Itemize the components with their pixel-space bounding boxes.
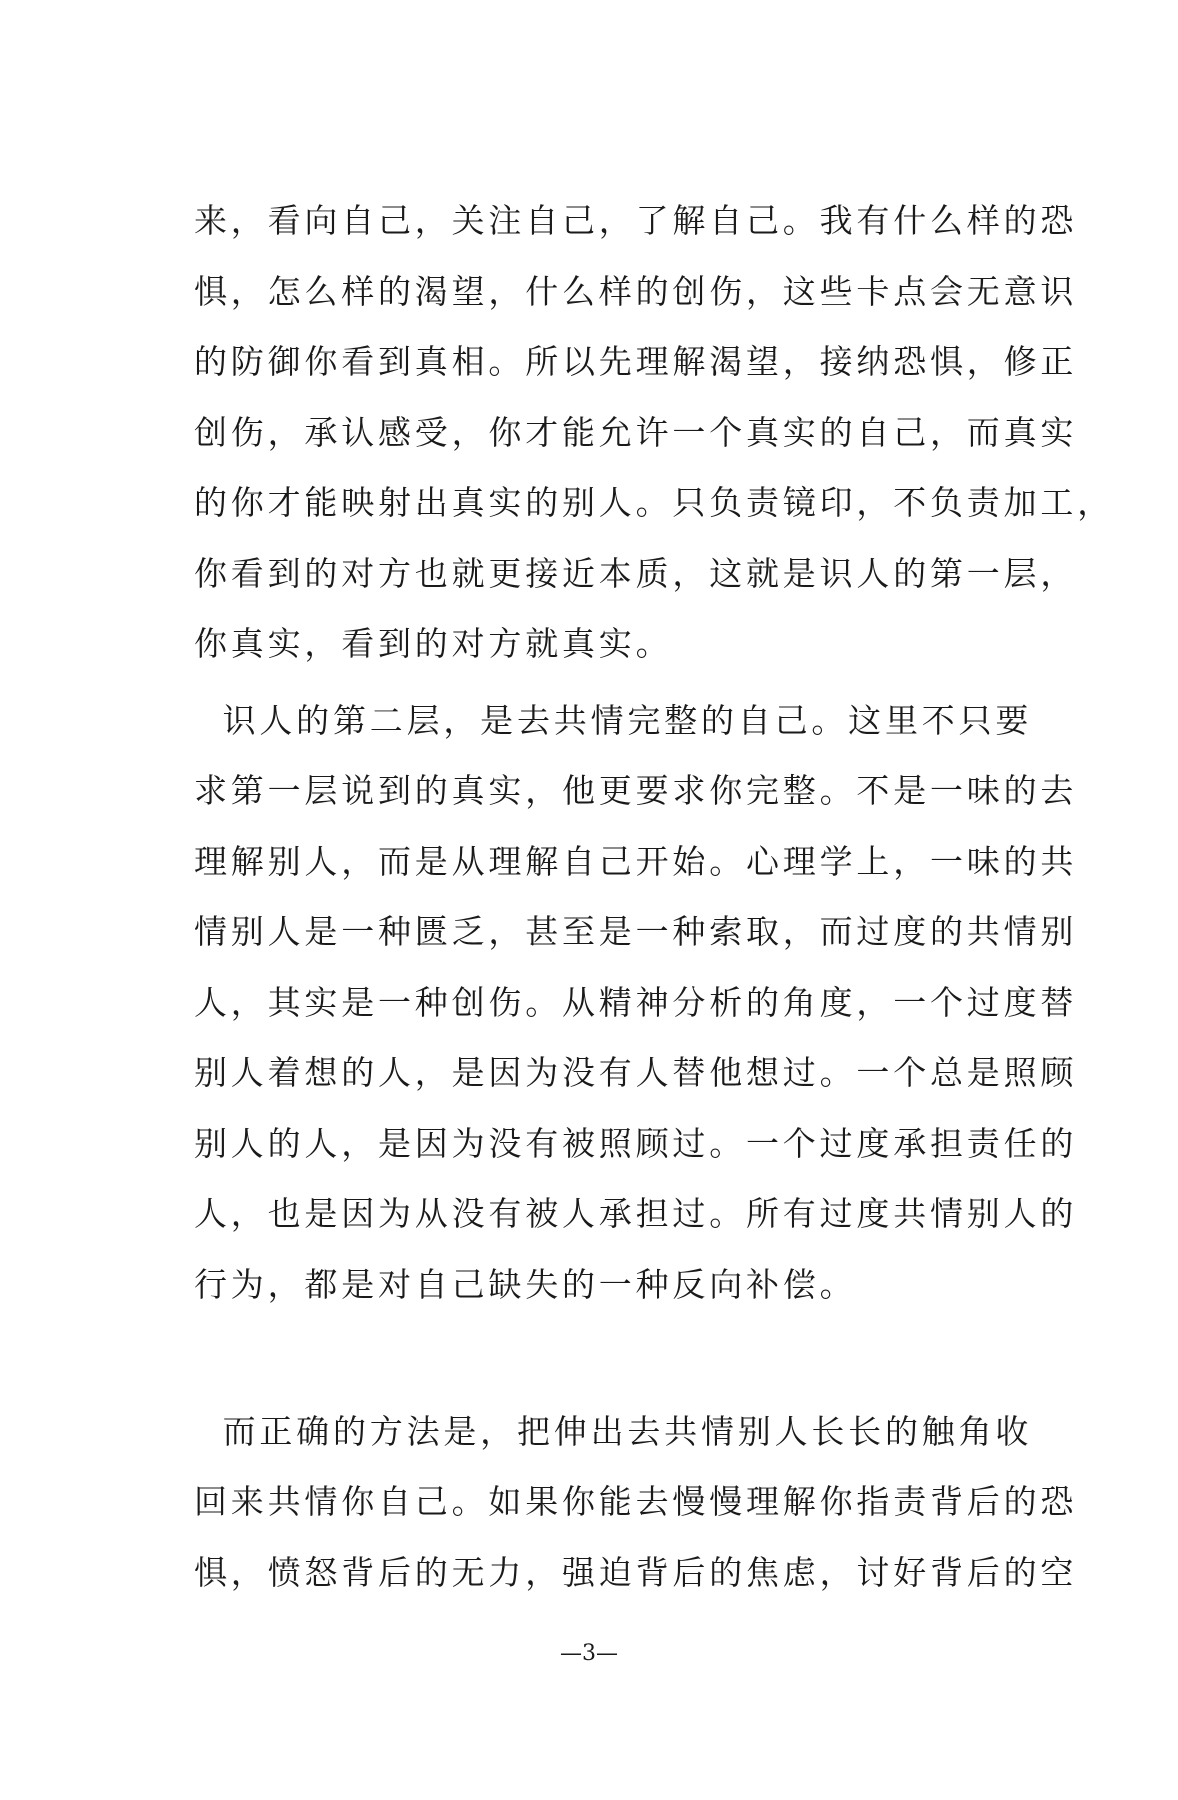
paragraph-1 <box>194 186 1114 680</box>
body-text <box>194 186 1114 1608</box>
text-line: 别人的人，是因为没有被照顾过。一个过度承担责任的 <box>194 1123 1078 1163</box>
text-line: 理解别人，而是从理解自己开始。心理学上，一味的共 <box>194 841 1078 881</box>
text-line: 回来共情你自己。如果你能去慢慢理解你指责背后的恐 <box>194 1482 1078 1521</box>
text-line: 惧，怎么样的渴望，什么样的创伤，这些卡点会无意识 <box>194 271 1078 311</box>
text-line: 创伤，承认感受，你才能允许一个真实的自己，而真实 <box>194 412 1078 452</box>
paragraph-3 <box>194 1397 1078 1609</box>
text-line: 惧，愤怒背后的无力，强迫背后的焦虑，讨好背后的空 <box>194 1552 1078 1592</box>
text-line <box>194 1320 984 1391</box>
text-line: 的防御你看到真相。所以先理解渴望，接纳恐惧，修正 <box>194 342 1078 381</box>
paragraph-2 <box>194 686 1078 1391</box>
text-line: 求第一层说到的真实，他更要求你完整。不是一味的去 <box>194 771 1078 810</box>
text-line: 人，其实是一种创伤。从精神分析的角度，一个过度替 <box>194 982 1078 1022</box>
text-line: 来，看向自己，关注自己，了解自己。我有什么样的恐 <box>194 201 1078 240</box>
text-line: 的你才能映射出真实的别人。只负责镜印，不负责加工， <box>194 483 1114 522</box>
text-line: 识人的第二层，是去共情完整的自己。这里不只要 <box>194 700 1033 740</box>
text-line: 人，也是因为从没有被人承担过。所有过度共情别人的 <box>194 1194 1078 1233</box>
text-line: 而正确的方法是，把伸出去共情别人长长的触角收 <box>194 1411 1033 1451</box>
text-line: 行为，都是对自己缺失的一种反向补偿。 <box>194 1264 857 1304</box>
text-line: 别人着想的人，是因为没有人替他想过。一个总是照顾 <box>194 1053 1078 1092</box>
page-number: —3— <box>560 1641 618 1666</box>
text-line: 你真实，看到的对方就真实。 <box>194 624 673 663</box>
text-line: 你看到的对方也就更接近本质，这就是识人的第一层， <box>194 553 1078 593</box>
text-line: 情别人是一种匮乏，甚至是一种索取，而过度的共情别 <box>194 912 1078 951</box>
